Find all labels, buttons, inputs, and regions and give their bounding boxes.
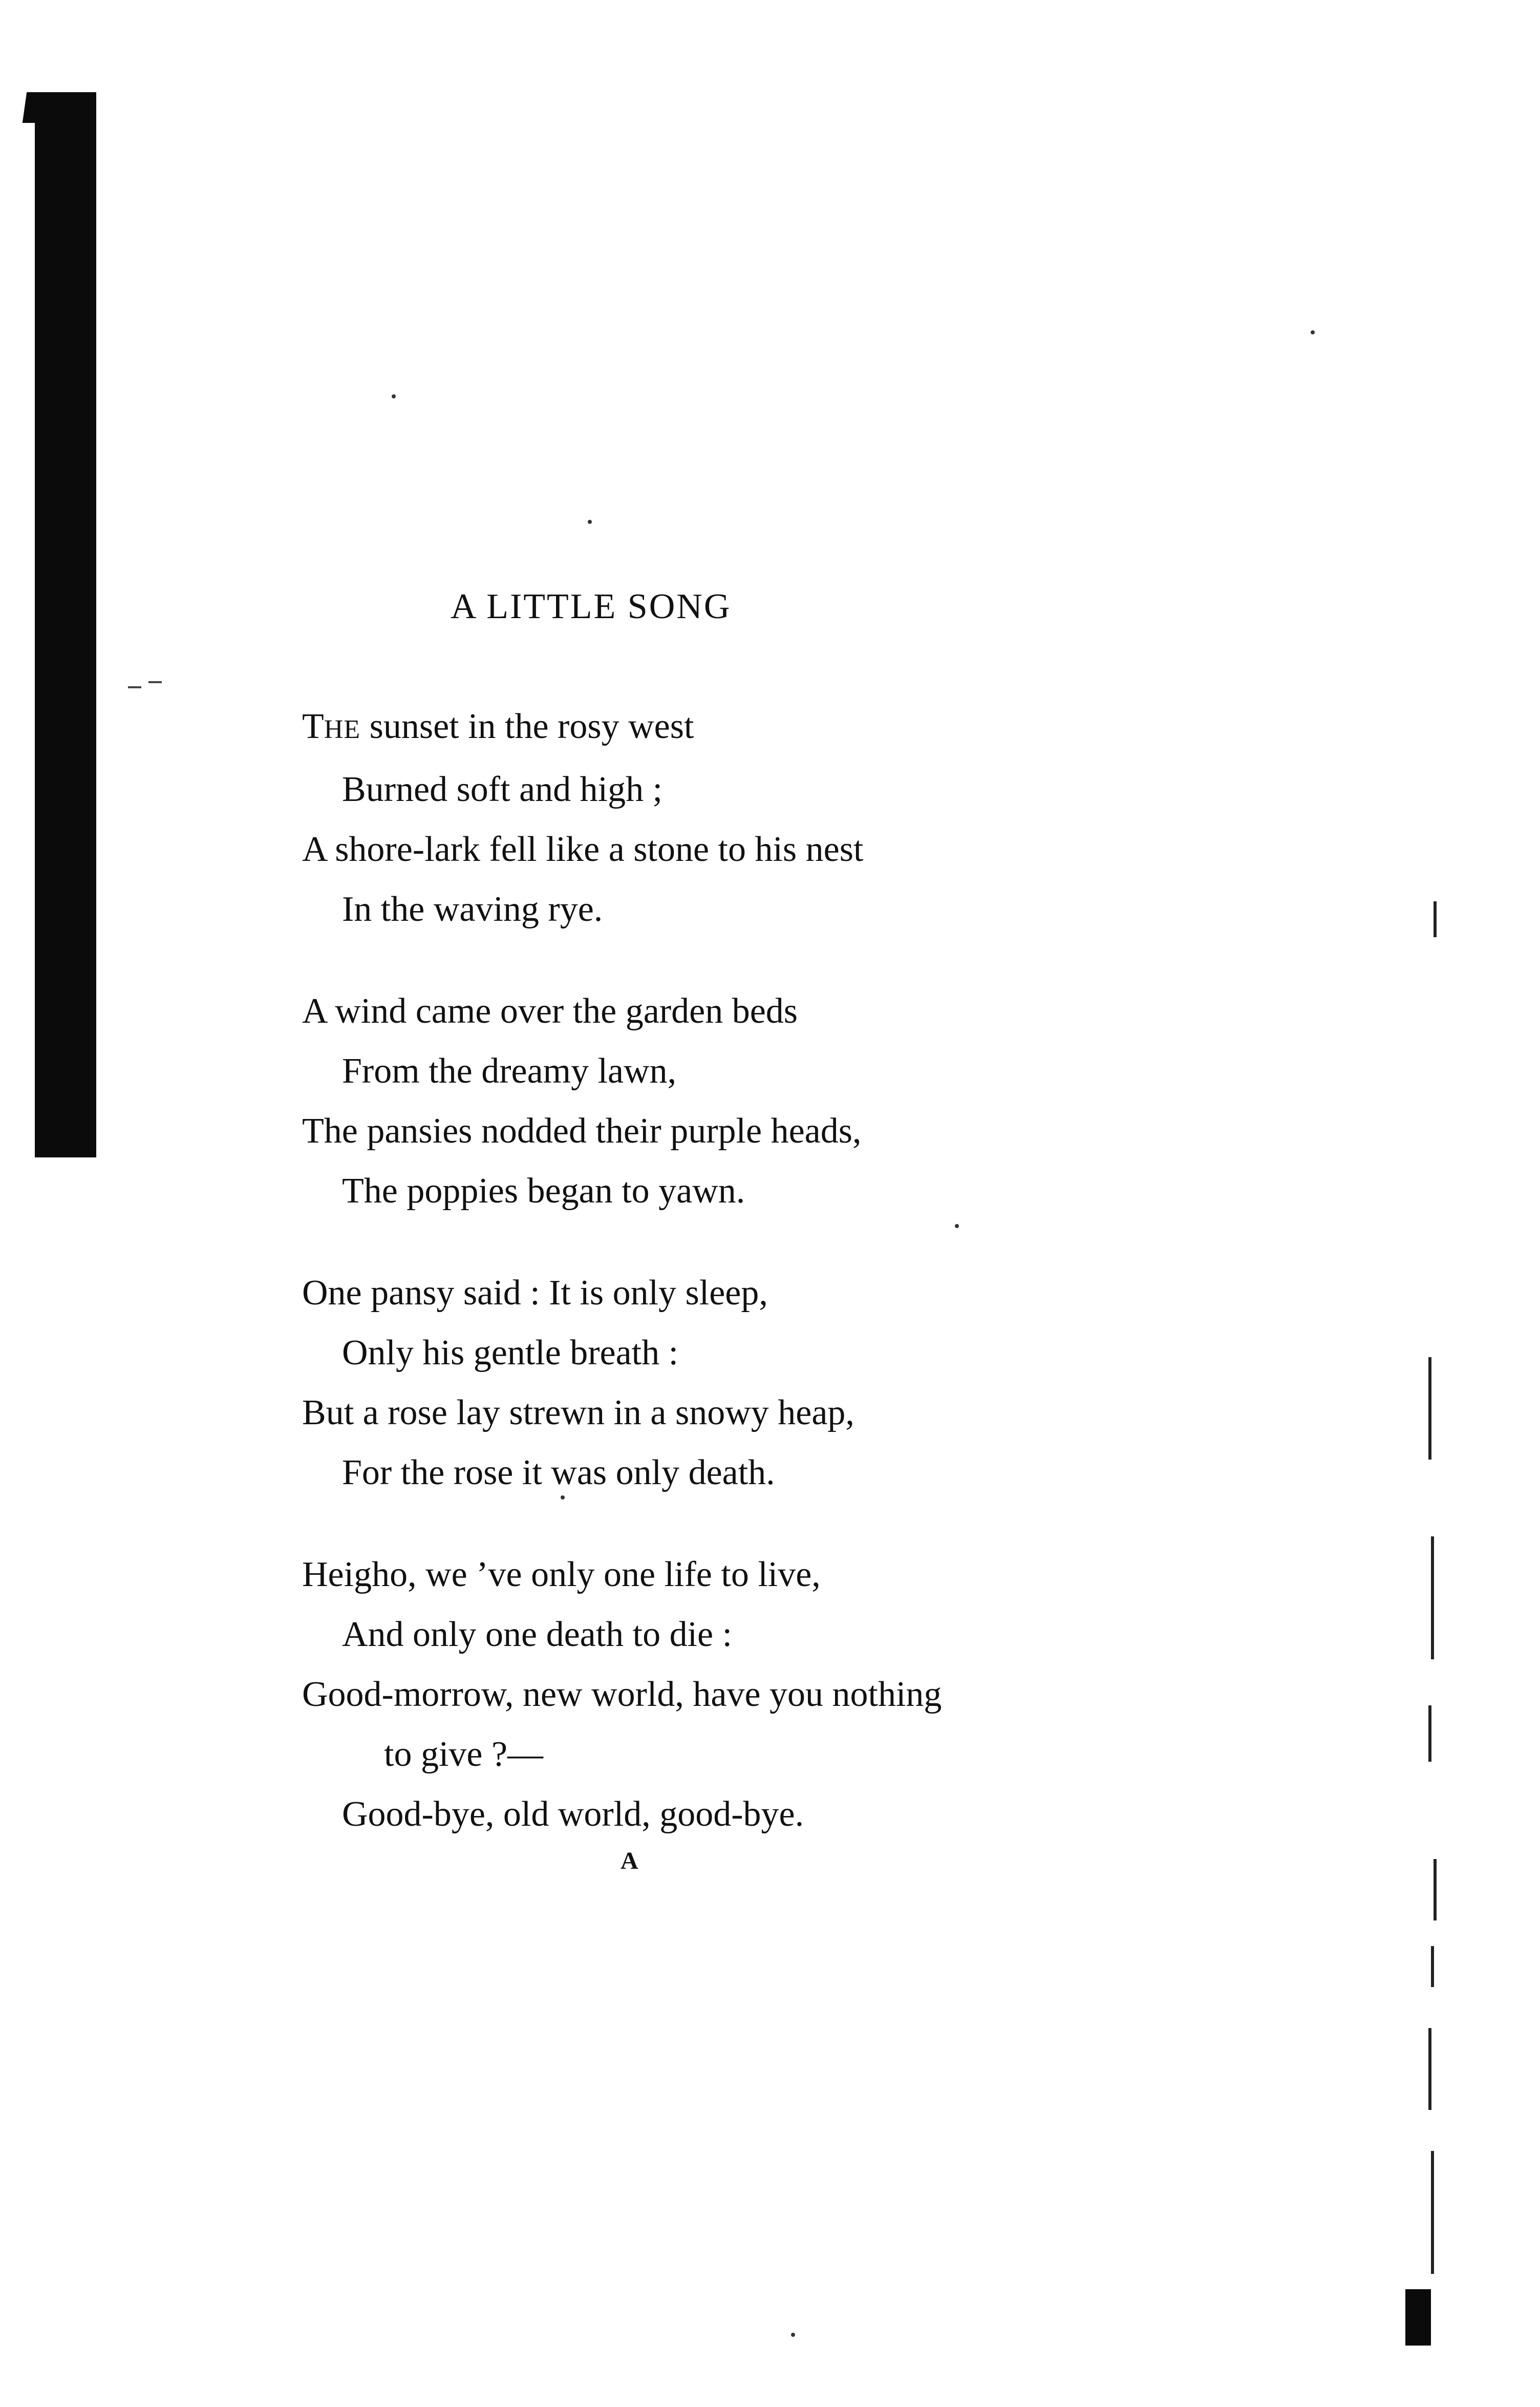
edge-mark (1428, 1705, 1431, 1762)
edge-mark (1428, 2028, 1431, 2110)
poem-line: From the dreamy lawn, (342, 1051, 677, 1091)
poem-line: In the waving rye. (342, 890, 603, 929)
edge-mark (1428, 1357, 1431, 1460)
stanza (302, 1263, 1172, 1503)
scan-dash (148, 681, 162, 683)
poem-line: But a rose lay strewn in a snowy heap, (302, 1393, 854, 1432)
poem-line: Only his gentle breath : (342, 1333, 679, 1373)
drop-word-initial: T (302, 707, 324, 746)
page-edge-shadow (1405, 2289, 1431, 2346)
poem-line: Burned soft and high ; (342, 770, 663, 809)
poem-line: A wind came over the garden beds (302, 991, 798, 1031)
poem-line: A shore-lark fell like a stone to his nest (302, 830, 864, 869)
poem-line: The poppies began to yawn. (342, 1171, 745, 1211)
speck (791, 2333, 795, 2337)
scan-dash (128, 686, 141, 688)
edge-mark (1431, 2151, 1434, 2274)
poem-line: One pansy said : It is only sleep, (302, 1273, 768, 1313)
stanza (302, 1545, 1172, 1844)
poem-line (302, 696, 1172, 759)
poem-line: For the rose it was only death. (342, 1453, 775, 1492)
poem-line: Good-morrow, new world, have you nothing (302, 1675, 942, 1714)
poem-line: The pansies nodded their purple heads, (302, 1111, 862, 1151)
printer-signature-mark: A (621, 1847, 638, 1874)
speck (392, 394, 396, 398)
drop-word-smallcaps: HE (324, 715, 361, 744)
poem-line-text: sunset in the rosy west (360, 707, 694, 746)
stanza (302, 696, 1172, 939)
speck (1311, 330, 1315, 334)
poem-line: And only one death to die : (342, 1615, 733, 1654)
poem-line: to give ?— (384, 1735, 544, 1774)
poem-body (302, 696, 1172, 1886)
edge-mark (1434, 1859, 1437, 1920)
binding-shadow (35, 92, 96, 1157)
speck (588, 520, 592, 524)
poem-line: Heigho, we ’ve only one life to live, (302, 1555, 821, 1594)
edge-mark (1431, 1536, 1434, 1659)
stanza (302, 981, 1172, 1221)
edge-mark (1431, 1946, 1434, 1987)
poem-line: Good-bye, old world, good-bye. (342, 1794, 804, 1834)
poem-title: A LITTLE SONG (451, 587, 732, 626)
edge-mark (1434, 901, 1437, 937)
